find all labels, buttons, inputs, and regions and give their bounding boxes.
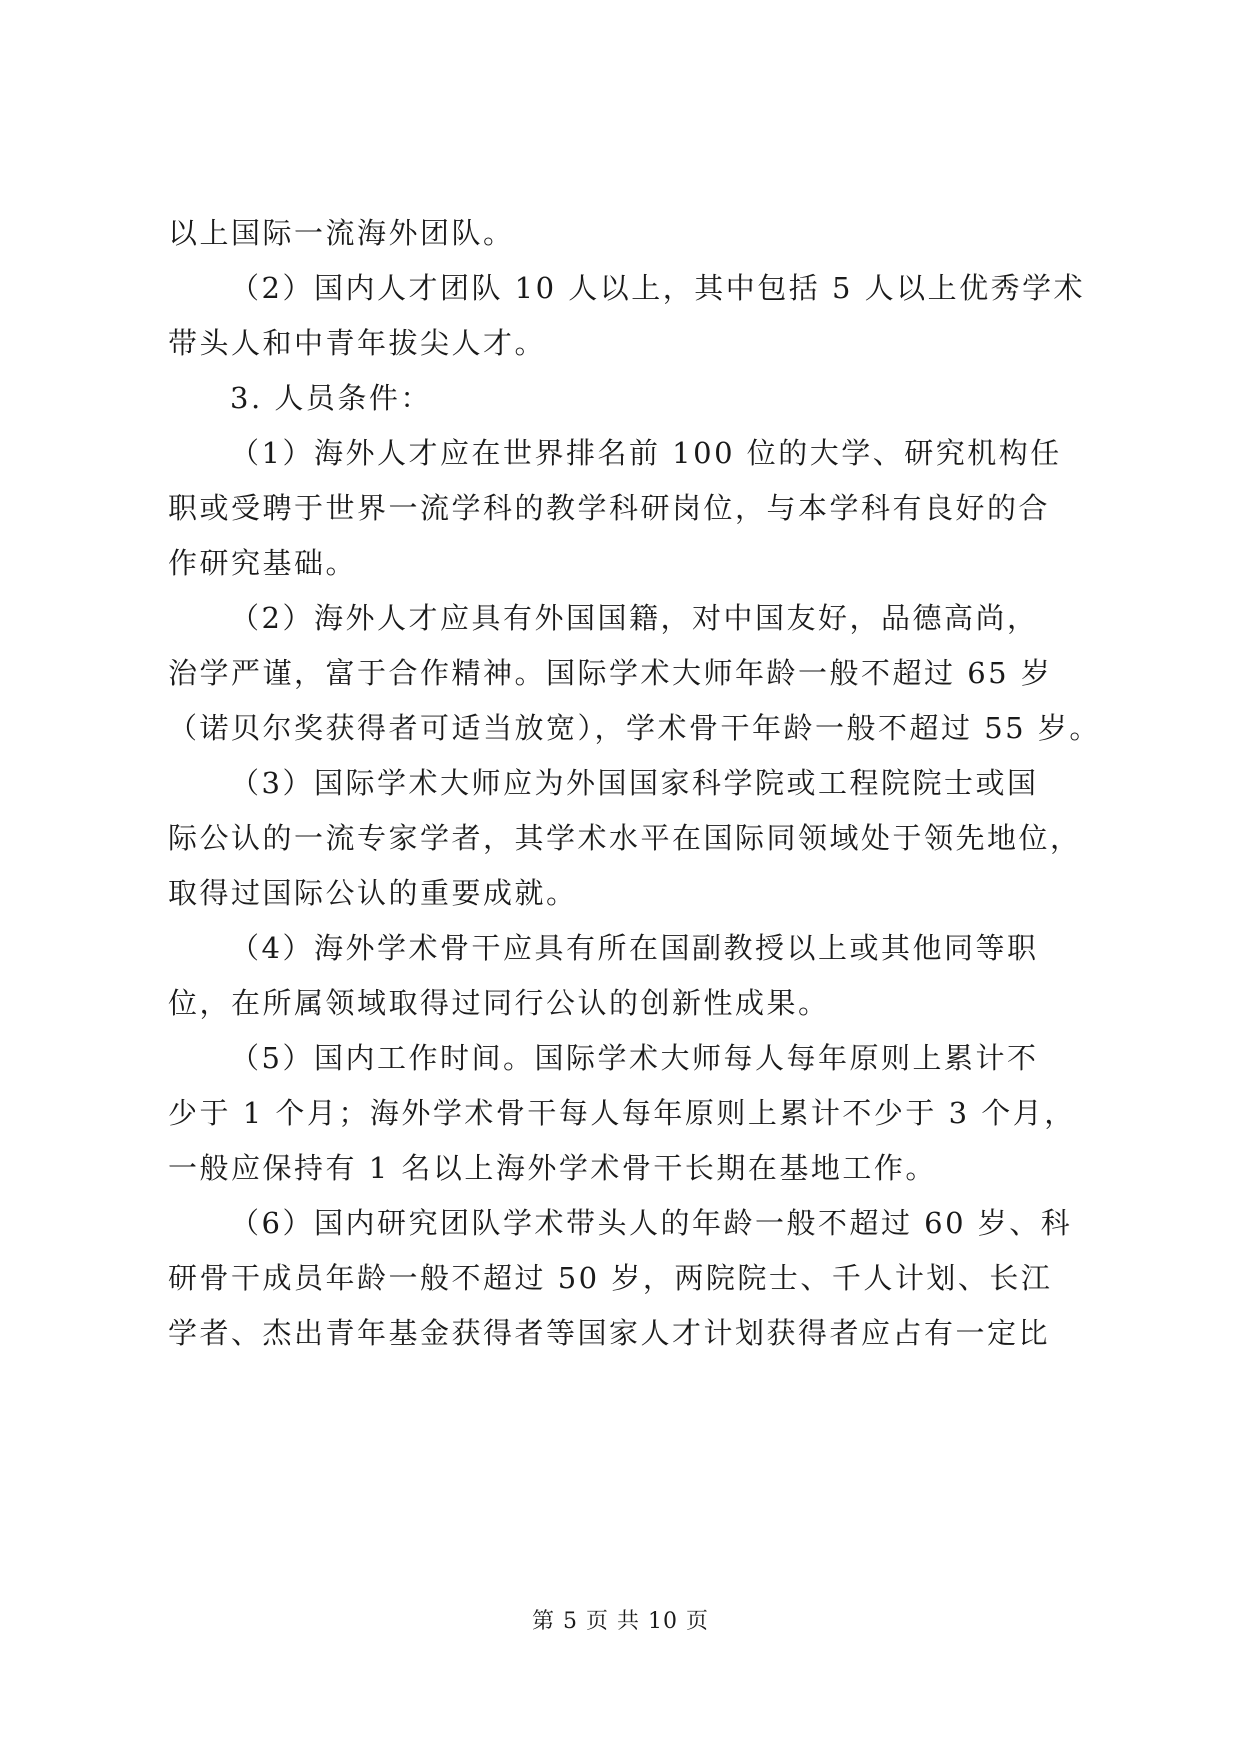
text-line: 作研究基础。 [168,546,358,580]
text-line: 以上国际一流海外团队。 [168,216,515,250]
text-line: 治学严谨，富于合作精神。国际学术大师年龄一般不超过 65 岁 [168,656,1053,690]
text-line: 学者、杰出青年基金获得者等国家人才计划获得者应占有一定比 [168,1316,1051,1350]
text-line: （2）国内人才团队 10 人以上，其中包括 5 人以上优秀学术 [230,271,1086,305]
text-line: （5）国内工作时间。国际学术大师每人每年原则上累计不 [230,1041,1039,1075]
text-line: 一般应保持有 1 名以上海外学术骨干长期在基地工作。 [168,1151,937,1185]
text-line: （4）海外学术骨干应具有所在国副教授以上或其他同等职 [230,931,1039,965]
text-line: 少于 1 个月；海外学术骨干每人每年原则上累计不少于 3 个月， [168,1096,1076,1130]
text-line: （诺贝尔奖获得者可适当放宽），学术骨干年龄一般不超过 55 岁。 [168,711,1101,745]
text-line: 研骨干成员年龄一般不超过 50 岁，两院院士、千人计划、长江 [168,1261,1053,1295]
text-line: 际公认的一流专家学者，其学术水平在国际同领域处于领先地位， [168,821,1082,855]
text-line: （1）海外人才应在世界排名前 100 位的大学、研究机构任 [230,436,1062,470]
text-line: 职或受聘于世界一流学科的教学科研岗位，与本学科有良好的合 [168,491,1051,525]
text-line: 取得过国际公认的重要成就。 [168,876,578,910]
text-line: 带头人和中青年拔尖人才。 [168,326,547,360]
page-number-footer: 第 5 页 共 10 页 [532,1609,709,1634]
text-line: 3. 人员条件： [230,381,432,415]
text-line: 位，在所属领域取得过同行公认的创新性成果。 [168,986,830,1020]
text-line: （2）海外人才应具有外国国籍，对中国友好，品德高尚， [230,601,1039,635]
text-line: （3）国际学术大师应为外国国家科学院或工程院院士或国 [230,766,1039,800]
text-line: （6）国内研究团队学术带头人的年龄一般不超过 60 岁、科 [230,1206,1073,1240]
